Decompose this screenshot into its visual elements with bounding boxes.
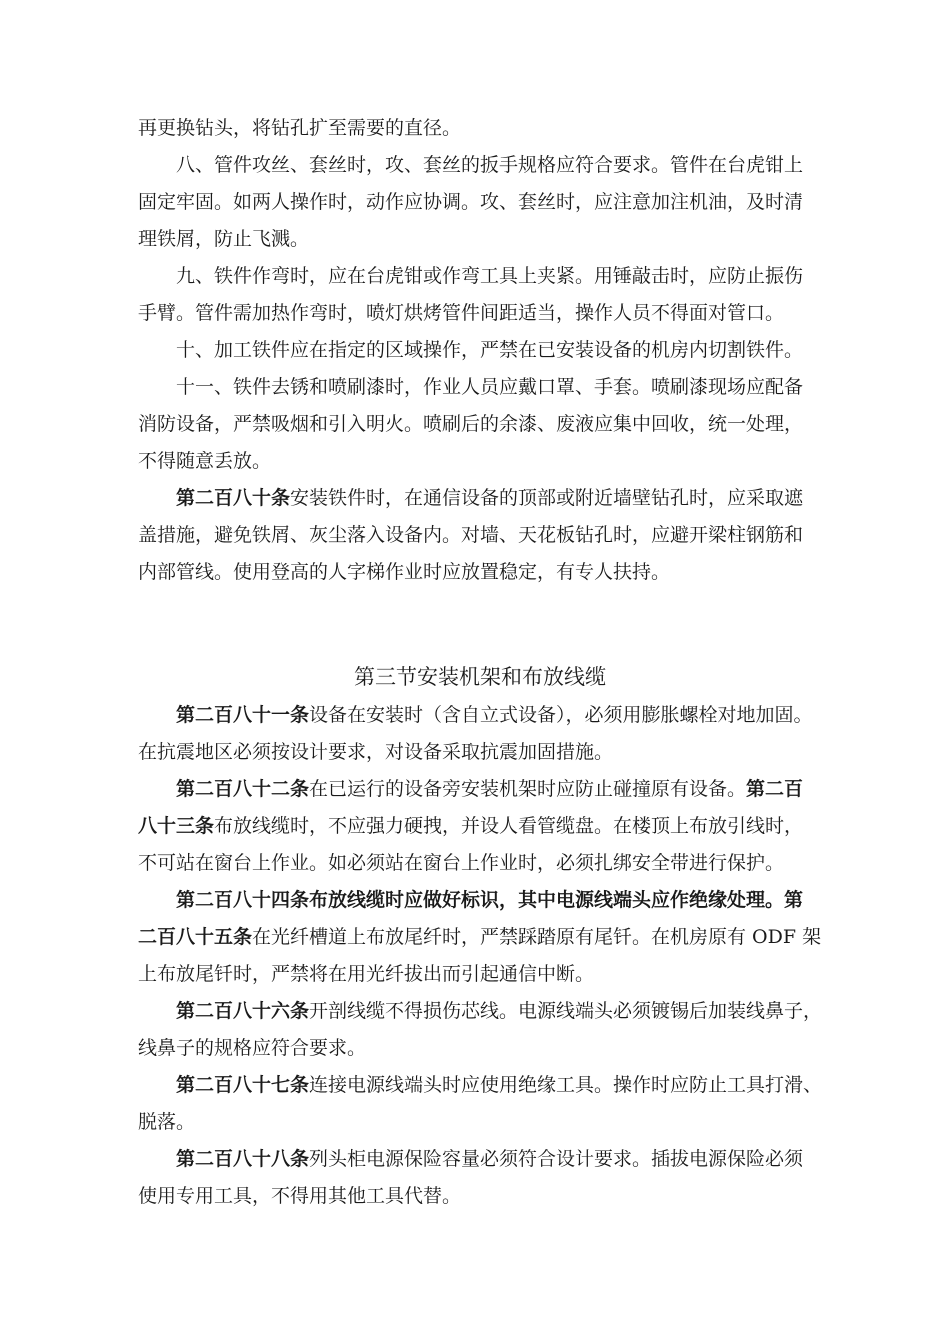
text-line: [138, 956, 822, 993]
text-line: [138, 697, 822, 734]
text-line: [138, 221, 803, 258]
text-run: 十、加工铁件应在指定的区域操作，严禁在已安装设备的机房内切割铁件。: [176, 339, 804, 361]
section-title: 第三节安装机架和布放线缆: [354, 665, 607, 689]
text-line: [138, 845, 822, 882]
text-run: 固定牢固。如两人操作时，动作应协调。攻、套丝时，应注意加注机油，及时清: [138, 191, 804, 213]
text-run: 在抗震地区必须按设计要求，对设备采取抗震加固措施。: [138, 741, 614, 763]
text-run: 八、管件攻丝、套丝时，攻、套丝的扳手规格应符合要求。管件在台虎钳上: [176, 154, 804, 176]
text-line: [138, 1178, 822, 1215]
text-run: 九、铁件作弯时，应在台虎钳或作弯工具上夹紧。用锤敲击时，应防止振伤: [176, 265, 804, 287]
text-line: [138, 882, 822, 919]
text-line: [138, 1141, 822, 1178]
text-line: [138, 110, 803, 147]
text-line: [138, 734, 822, 771]
article-heading: 第二百: [746, 778, 804, 800]
text-run: 开剖线缆不得损伤芯线。电源线端头必须镀锡后加装线鼻子，: [309, 1000, 823, 1022]
text-run: 在已运行的设备旁安装机架时应防止碰撞原有设备。: [309, 778, 747, 800]
text-run: 再更换钻头，将钻孔扩至需要的直径。: [138, 117, 462, 139]
article-heading: 第二百八十六条: [176, 1000, 310, 1022]
text-line: [138, 554, 803, 591]
text-line: [138, 1030, 822, 1067]
article-heading: 第二百八十一条: [176, 704, 310, 726]
top-text-block: [138, 110, 803, 591]
text-line: [138, 332, 803, 369]
section-block: [138, 643, 822, 1215]
text-run: 列头柜电源保险容量必须符合设计要求。插拔电源保险必须: [309, 1148, 804, 1170]
text-line: [138, 480, 803, 517]
text-line: [138, 406, 803, 443]
article-heading: 第二百八十二条: [176, 778, 310, 800]
text-line: [138, 993, 822, 1030]
text-line: [138, 517, 803, 554]
text-run: 消防设备，严禁吸烟和引入明火。喷刷后的余漆、废液应集中回收，统一处理，: [138, 413, 804, 435]
bottom-text-block: [138, 697, 822, 1215]
text-line: [138, 258, 803, 295]
article-heading: 第二百八十条: [176, 487, 291, 509]
article-heading: 第二百八十七条: [176, 1074, 310, 1096]
text-run: 布放线缆时，不应强力硬拽，并设人看管缆盘。在楼顶上布放引线时，: [214, 815, 804, 837]
article-heading: 八十三条: [138, 815, 215, 837]
text-run: 使用专用工具，不得用其他工具代替。: [138, 1185, 462, 1207]
text-line: [138, 443, 803, 480]
text-run: 不得随意丢放。: [138, 450, 272, 472]
article-heading: 第二百八十四条布放线缆时应做好标识，其中电源线端头应作绝缘处理。第: [176, 889, 804, 911]
text-line: [138, 369, 803, 406]
text-line: [138, 1104, 822, 1141]
text-line: [138, 919, 822, 956]
article-heading: 二百八十五条: [138, 926, 253, 948]
text-run: 理铁屑，防止飞溅。: [138, 228, 310, 250]
article-heading: 第二百八十八条: [176, 1148, 310, 1170]
text-line: [138, 1067, 822, 1104]
text-run: 脱落。: [138, 1111, 196, 1133]
text-line: [138, 771, 822, 808]
text-run: 上布放尾钎时，严禁将在用光纤拔出而引起通信中断。: [138, 963, 595, 985]
text-run: 十一、铁件去锈和喷刷漆时，作业人员应戴口罩、手套。喷刷漆现场应配备: [176, 376, 804, 398]
text-line: [138, 295, 803, 332]
text-run: 设备在安装时（含自立式设备），必须用膨胀螺栓对地加固。: [309, 704, 813, 726]
text-run: 盖措施，避免铁屑、灰尘落入设备内。对墙、天花板钻孔时，应避开梁柱钢筋和: [138, 524, 804, 546]
text-run: 不可站在窗台上作业。如必须站在窗台上作业时，必须扎绑安全带进行保护。: [138, 852, 785, 874]
text-line: [138, 184, 803, 221]
text-run: 线鼻子的规格应符合要求。: [138, 1037, 367, 1059]
text-line: [138, 808, 822, 845]
text-run: 手臂。管件需加热作弯时，喷灯烘烤管件间距适当，操作人员不得面对管口。: [138, 302, 785, 324]
text-run: 在光纤槽道上布放尾纤时，严禁踩踏原有尾钎。在机房原有 ODF 架: [252, 926, 822, 948]
text-run: 连接电源线端头时应使用绝缘工具。操作时应防止工具打滑、: [309, 1074, 823, 1096]
text-run: 安装铁件时，在通信设备的顶部或附近墙壁钻孔时，应采取遮: [290, 487, 804, 509]
text-line: [138, 147, 803, 184]
text-run: 内部管线。使用登高的人字梯作业时应放置稳定，有专人扶持。: [138, 561, 671, 583]
